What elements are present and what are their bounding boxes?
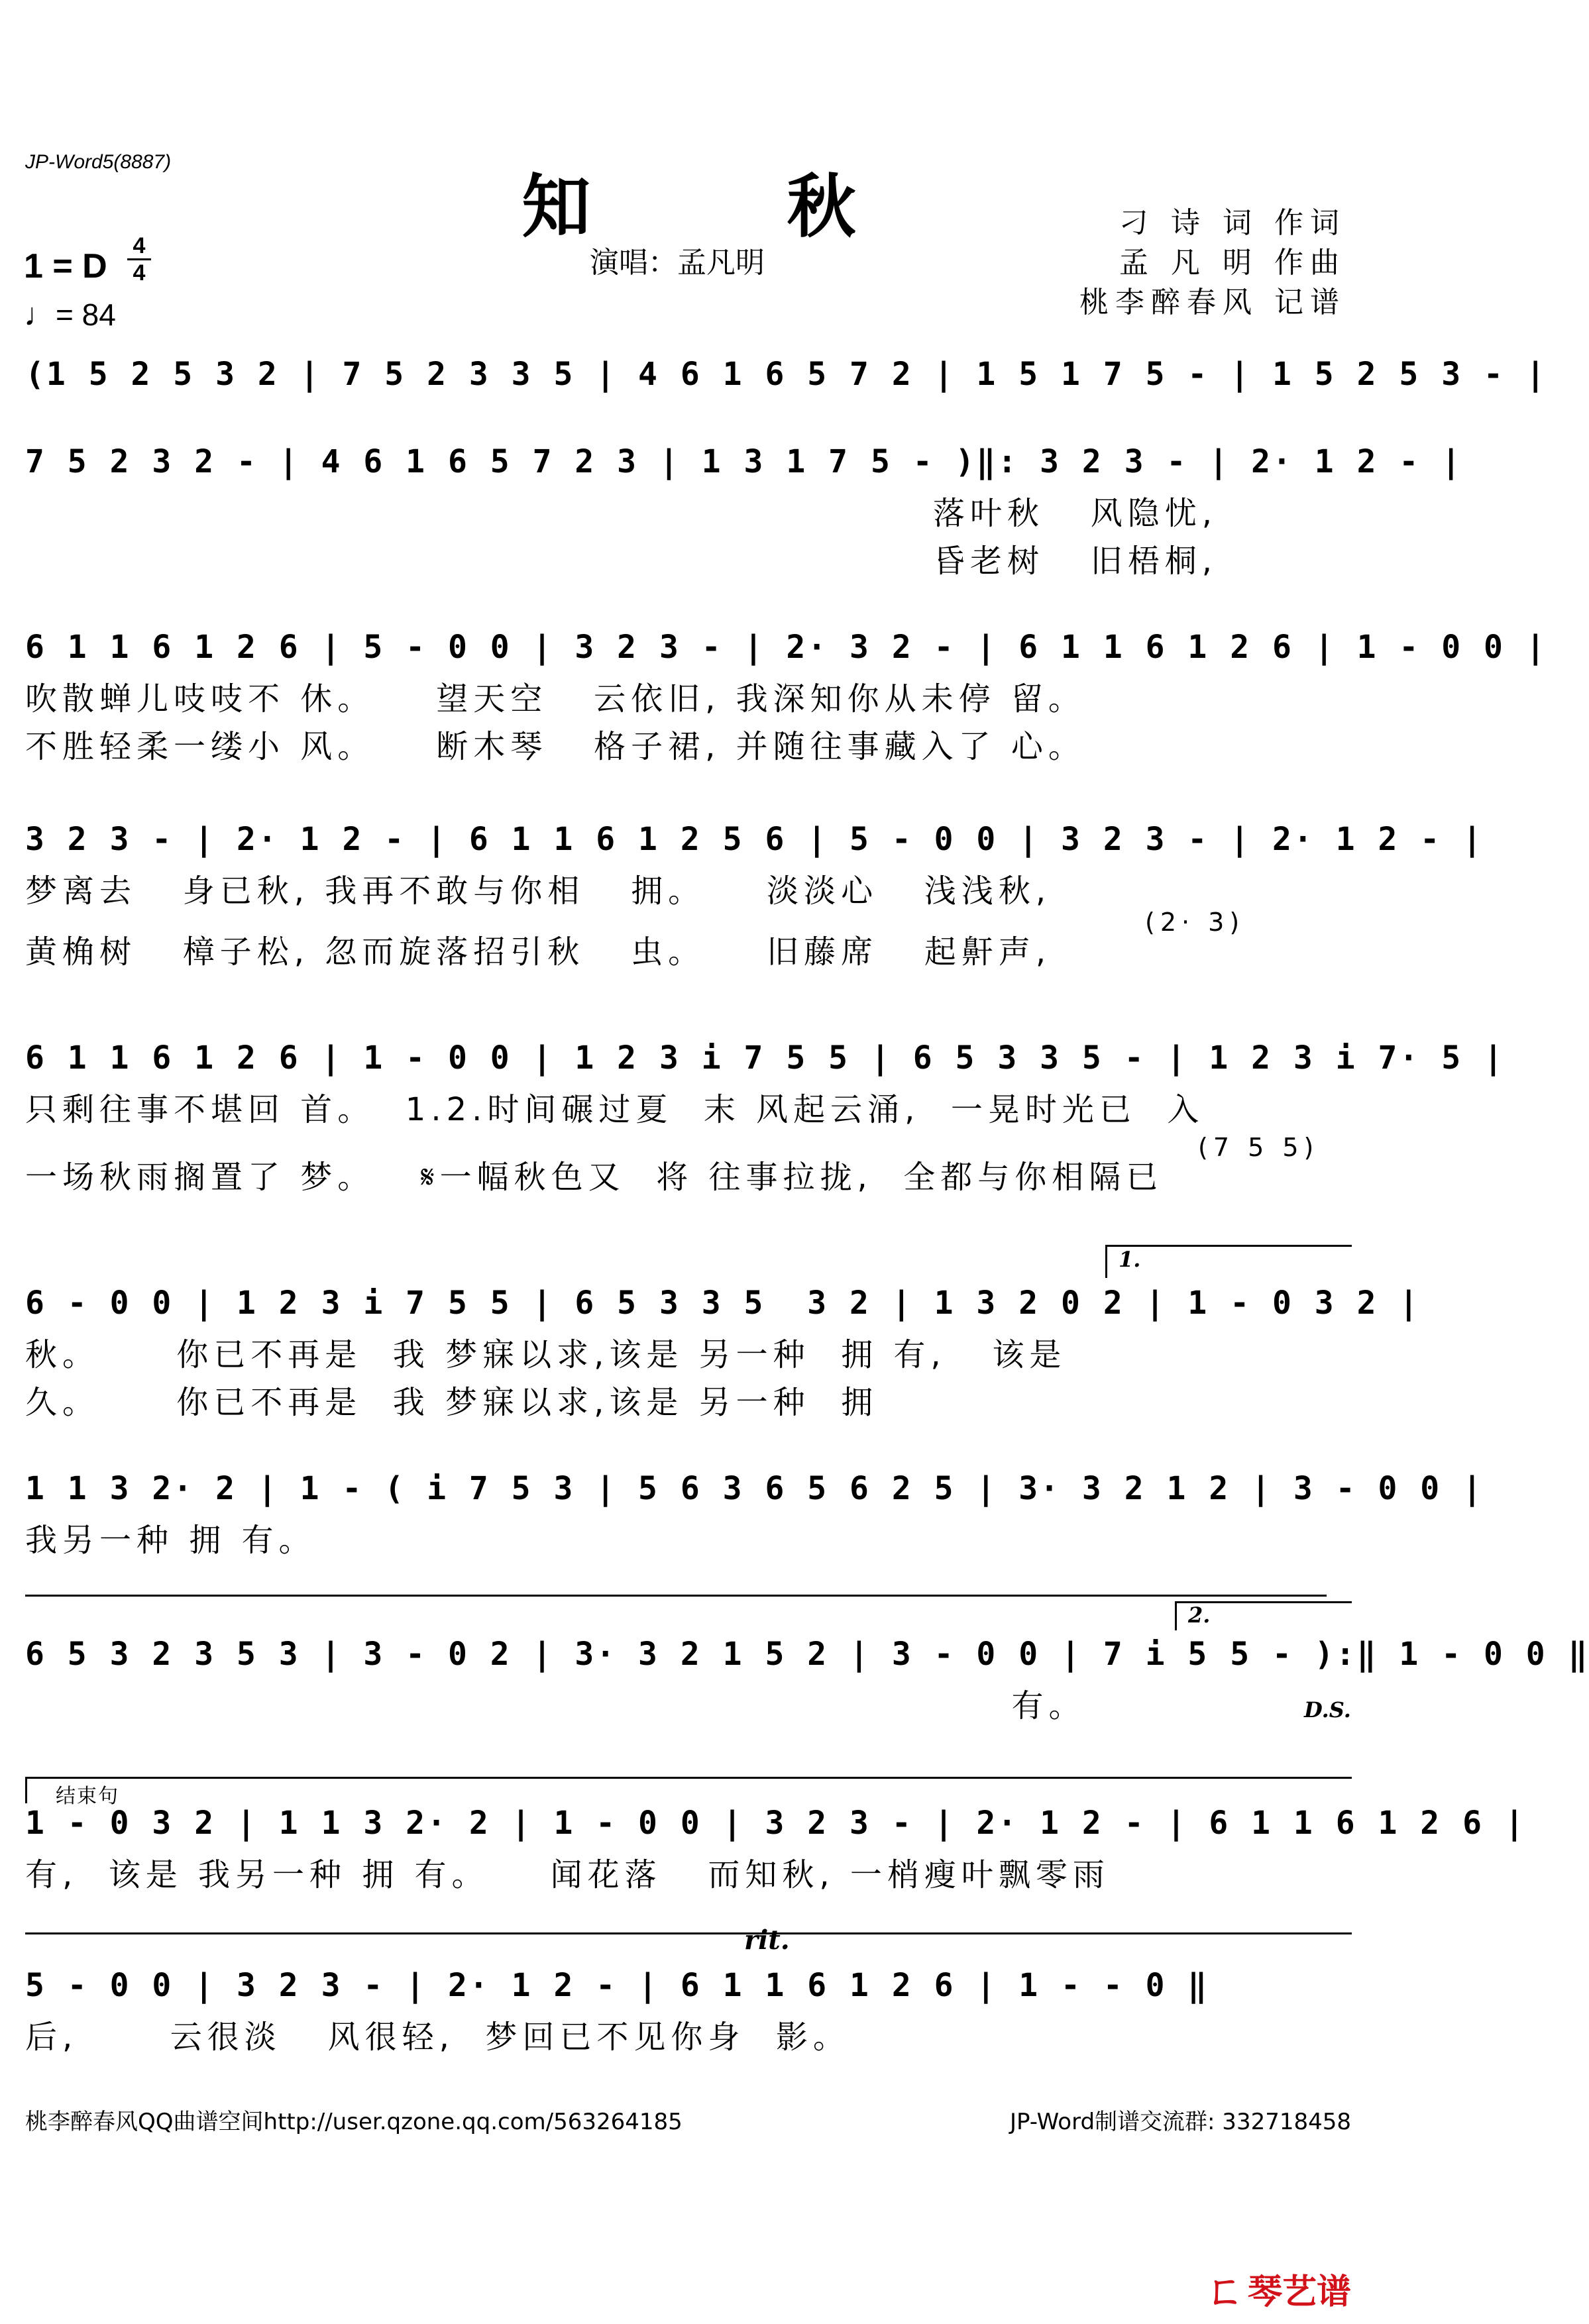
notes-line: 7 5 2 3 2 - | 4 6 1 6 5 7 2 3 | 1 3 1 7 5 - )‖: 3 2 3 - | 2· 1 2 - |	[25, 443, 1463, 480]
lyric-verse-2: 一场秋雨搁置了 梦。 𝄋一幅秋色又 将 往事拉拢, 全都与你相隔已	[25, 1159, 1164, 1196]
lyric-verse-1: 有, 该是 我另一种 拥 有。 闻花落 而知秋, 一梢瘦叶飘零雨	[25, 1856, 1110, 1893]
notes-line: (1 5 2 5 3 2 | 7 5 2 3 3 5 | 4 6 1 6 5 7 2 | 1 5 1 7 5 - | 1 5 2 5 3 - |	[25, 356, 1547, 393]
time-signature	[127, 233, 151, 286]
lyric-verse-2: 不胜轻柔一缕小 风。 断木琴 格子裙, 并随往事藏入了 心。	[25, 728, 1085, 765]
key-signature: 1 = D	[24, 247, 107, 286]
volta-bracket-edge	[1175, 1601, 1177, 1630]
meter-bottom: 4	[127, 258, 151, 286]
coda-section-edge	[25, 1777, 27, 1803]
composer-credit: 孟 凡 明 作曲	[1119, 246, 1346, 280]
lyric-verse-1: 只剩往事不堪回 首。 1.2.时间碾过夏 末 风起云涌, 一晃时光已 入	[25, 1091, 1205, 1128]
tempo-value: = 84	[56, 297, 116, 332]
variant-annotation: (7 5 5)	[1198, 1133, 1319, 1162]
site-logo	[1205, 2259, 1351, 2315]
software-version: JP-Word5(8887)	[25, 151, 172, 173]
lyric-verse-1: 秋。 你已不再是 我 梦寐以求,该是 另一种 拥 有, 该是	[25, 1336, 1067, 1373]
variant-annotation: (2· 3)	[1145, 908, 1245, 937]
singer-credit: 演唱：孟凡明	[590, 246, 765, 280]
lyric-verse-1: 落叶秋 风隐忧,	[933, 495, 1218, 532]
notes-line: 3 2 3 - | 2· 1 2 - | 6 1 1 6 1 2 5 6 | 5 - 0 0 | 3 2 3 - | 2· 1 2 - |	[25, 821, 1484, 858]
lyric-verse-2: 久。 你已不再是 我 梦寐以求,该是 另一种 拥	[25, 1384, 879, 1421]
footer-left-credit: 桃李醉春风QQ曲谱空间http://user.qzone.qq.com/563264185	[25, 2109, 683, 2135]
lyric-verse-1: 吹散蝉儿吱吱不 休。 望天空 云依旧, 我深知你从未停 留。	[25, 680, 1085, 717]
notes-line: 1 1 3 2· 2 | 1 - ( i 7 5 3 | 5 6 3 6 5 6 2 5 | 3· 3 2 1 2 | 3 - 0 0 |	[25, 1470, 1484, 1507]
volta-bracket-edge	[1105, 1245, 1107, 1278]
transcriber-credit: 桃李醉春风 记谱	[1079, 286, 1346, 319]
quarter-note-icon: ♩	[24, 297, 56, 333]
lyricist-credit: 刁 诗 词 作词	[1119, 206, 1346, 240]
dal-segno-mark: D.S.	[1304, 1697, 1351, 1722]
lyric-verse-1: 有。	[25, 1687, 1086, 1724]
coda-section-line	[25, 1932, 1352, 1934]
lyric-verse-2: 昏老树 旧梧桐,	[933, 543, 1218, 580]
lyric-verse-2: 黄桷树 樟子松, 忽而旋落招引秋 虫。 旧藤席 起鼾声,	[25, 933, 1052, 971]
repeat-section-line	[25, 1595, 1327, 1597]
lyric-verse-1: 我另一种 拥 有。	[25, 1522, 316, 1559]
notes-line: 6 5 3 2 3 5 3 | 3 - 0 2 | 3· 3 2 1 5 2 | 3 - 0 0 | 7 i 5 5 - ):‖ 1 - 0 0 ‖	[25, 1636, 1589, 1673]
notes-line: 6 1 1 6 1 2 6 | 1 - 0 0 | 1 2 3 i 7 5 5 | 6 5 3 3 5 - | 1 2 3 i 7· 5 |	[25, 1039, 1505, 1077]
song-title: 知 秋	[521, 166, 942, 247]
notes-line: 6 - 0 0 | 1 2 3 i 7 5 5 | 6 5 3 3 5 3 2 | 1 3 2 0 2 | 1 - 0 3 2 |	[25, 1285, 1421, 1322]
logo-icon: ㄈ	[1205, 2268, 1244, 2313]
volta-2-label: 2.	[1188, 1603, 1211, 1628]
lyric-verse-1: 梦离去 身已秋, 我再不敢与你相 拥。 淡淡心 浅浅秋,	[25, 872, 1052, 910]
lyric-verse-1: 后, 云很淡 风很轻, 梦回已不见你身 影。	[25, 2019, 850, 2056]
volta-bracket	[1105, 1245, 1352, 1247]
tempo-marking	[24, 297, 116, 333]
notes-line: 6 1 1 6 1 2 6 | 5 - 0 0 | 3 2 3 - | 2· 3 2 - | 6 1 1 6 1 2 6 | 1 - 0 0 |	[25, 629, 1547, 666]
footer-right-credit: JP-Word制谱交流群: 332718458	[1009, 2109, 1351, 2135]
volta-1-label: 1.	[1119, 1247, 1141, 1272]
notes-line: 5 - 0 0 | 3 2 3 - | 2· 1 2 - | 6 1 1 6 1 2 6 | 1 - - 0 ‖	[25, 1967, 1209, 2004]
meter-top: 4	[133, 233, 146, 258]
ending-label: 结束句	[56, 1785, 119, 1808]
ritardando-mark: rit.	[744, 1925, 790, 1956]
notes-line: 1 - 0 3 2 | 1 1 3 2· 2 | 1 - 0 0 | 3 2 3 - | 2· 1 2 - | 6 1 1 6 1 2 6 |	[25, 1805, 1526, 1842]
logo-text: 琴艺谱	[1247, 2272, 1351, 2312]
